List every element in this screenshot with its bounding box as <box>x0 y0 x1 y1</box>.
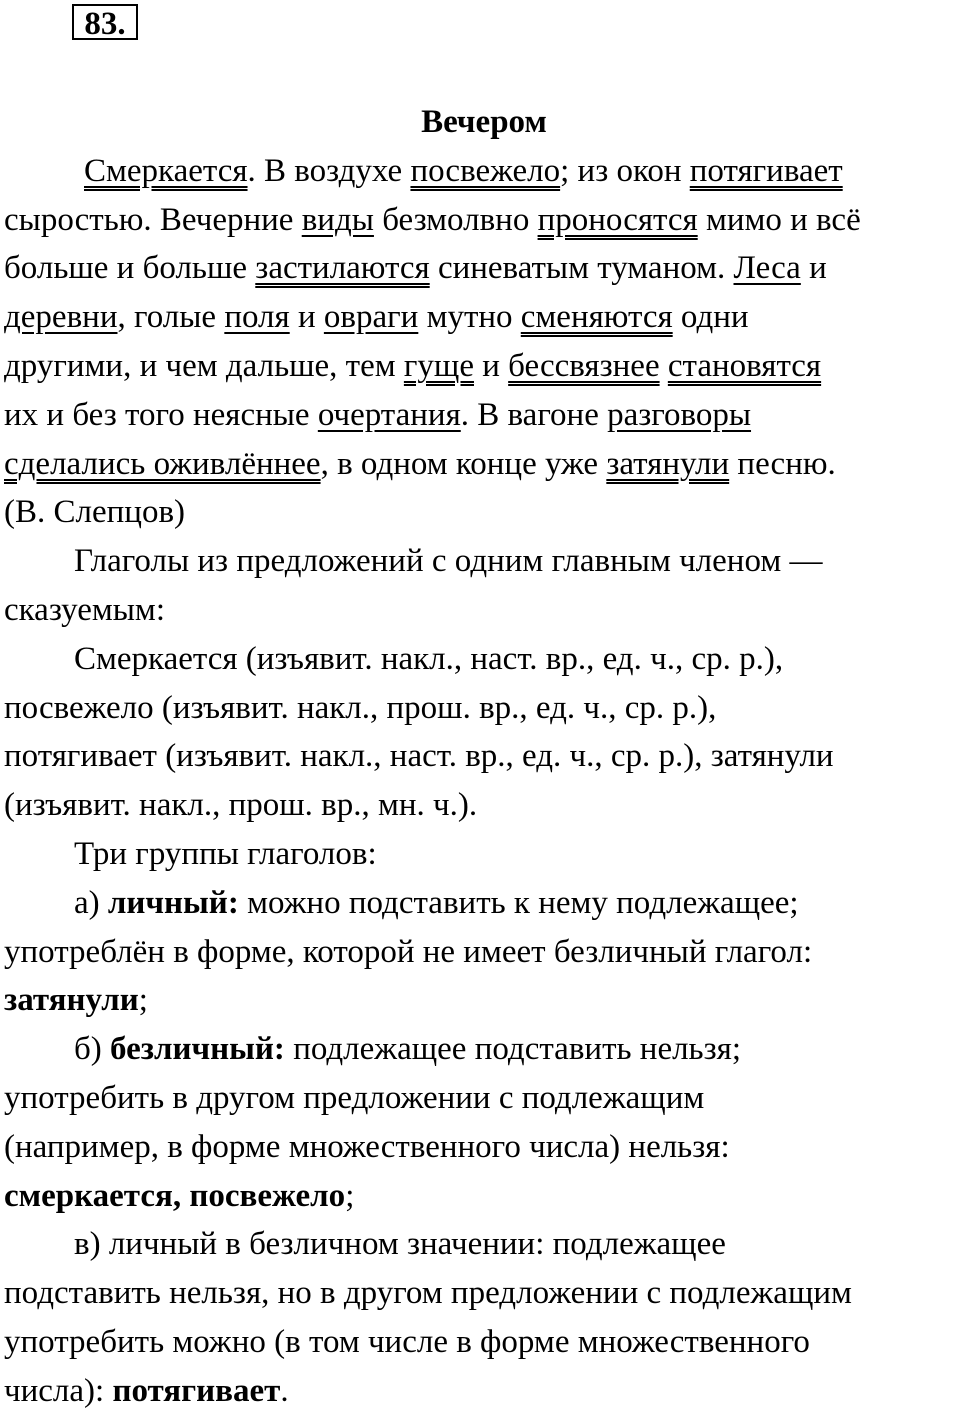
predicate: гуще <box>403 347 474 384</box>
groups-title: Три группы глаголов: <box>74 835 377 872</box>
group-b-line: (например, в форме множественного числа) нельзя: <box>4 1128 730 1165</box>
predicate: сменяются <box>520 299 673 336</box>
group-a-example-line: затянули; <box>4 982 148 1019</box>
subject: очертания <box>317 396 461 433</box>
predicate: проносятся <box>537 201 698 238</box>
predicate: Смеркается <box>84 152 248 189</box>
verb-analysis-line: посвежело (изъявит. накл., прош. вр., ед. ч., ср. р.), <box>4 689 717 726</box>
group-c-line: в) личный в безличном значении: подлежащее <box>74 1226 726 1263</box>
group-c-example-line: числа): потягивает. <box>4 1372 289 1409</box>
group-a-term: личный: <box>107 884 239 921</box>
analysis-intro-line: сказуемым: <box>4 591 165 628</box>
exercise-number: 83. <box>72 4 138 40</box>
group-b-term: безличный: <box>110 1031 285 1068</box>
group-c-line: подставить нельзя, но в другом предложении с подлежащим <box>4 1275 852 1312</box>
text-line: их и без того неясные очертания. В вагоне разговоры <box>4 396 752 433</box>
group-b-line: употребить в другом предложении с подлежащим <box>4 1079 705 1116</box>
text-line: сделались оживлённее, в одном конце уже затянули песню. <box>4 445 836 482</box>
group-a-example: затянули <box>4 982 139 1019</box>
predicate: застилаются <box>255 250 430 287</box>
subject: овраги <box>323 299 419 336</box>
predicate: посвежело <box>410 152 561 189</box>
document-body <box>4 98 960 1416</box>
group-a-line: а) личный: можно подставить к нему подлежащее; <box>74 884 799 921</box>
subject: Леса <box>733 250 801 287</box>
verb-analysis-line: Смеркается (изъявит. накл., наст. вр., ед. ч., ср. р.), <box>74 640 784 677</box>
predicate: становятся <box>667 347 822 384</box>
group-b-line: б) безличный: подлежащее подставить нельзя; <box>74 1031 741 1068</box>
group-b-example: смеркается, посвежело <box>4 1177 346 1214</box>
group-b-example-line: смеркается, посвежело; <box>4 1177 355 1214</box>
text-line: сыростью. Вечерние виды безмолвно проносятся мимо и всё <box>4 201 861 238</box>
text-title: Вечером <box>421 104 547 140</box>
text-author: (В. Слепцов) <box>4 494 186 531</box>
group-c-example: потягивает <box>112 1372 281 1409</box>
predicate: потягивает <box>689 152 843 189</box>
subject: виды <box>301 201 374 238</box>
verb-analysis-line: (изъявит. накл., прош. вр., мн. ч.). <box>4 787 478 824</box>
text-line: деревни, голые поля и овраги мутно сменяются одни <box>4 299 749 336</box>
subject: поля <box>224 299 290 336</box>
verb-analysis-line: потягивает (изъявит. накл., наст. вр., ед. ч., ср. р.), затянули <box>4 738 834 775</box>
predicate: бессвязнее <box>508 347 660 384</box>
text-line: Смеркается. В воздухе посвежело; из окон потягивает <box>84 152 843 189</box>
subject: деревни <box>4 299 118 336</box>
text-line: другими, и чем дальше, тем гуще и бессвязнее становятся <box>4 347 822 384</box>
group-c-line: употребить можно (в том числе в форме множественного <box>4 1323 810 1360</box>
subject: разговоры <box>607 396 752 433</box>
text-line: больше и больше застилаются синеватым туманом. Леса и <box>4 250 827 287</box>
group-a-line: употреблён в форме, которой не имеет безличный глагол: <box>4 933 813 970</box>
analysis-intro-line: Глаголы из предложений с одним главным членом — <box>74 543 823 580</box>
predicate: сделались оживлённее <box>4 445 321 482</box>
predicate: затянули <box>606 445 730 482</box>
